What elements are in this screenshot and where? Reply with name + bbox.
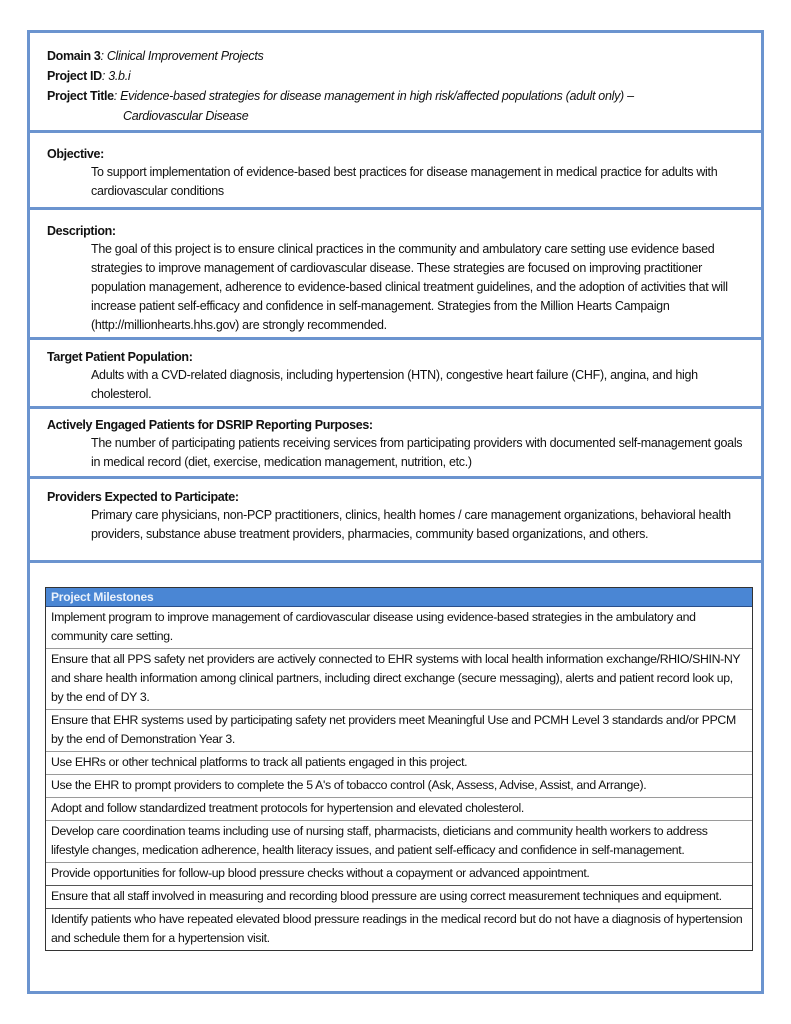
providers-section	[30, 479, 761, 563]
domain-label: Domain 3	[47, 49, 101, 63]
milestone-row: Provide opportunities for follow-up blood pressure checks without a copayment or advanced appointment.	[46, 863, 752, 886]
milestone-row: Develop care coordination teams including use of nursing staff, pharmacists, dieticians and community health workers to address lifestyle changes, medication adherence, health literacy issues, and patient self-efficacy and confidence in self-management.	[46, 821, 752, 863]
milestone-row: Adopt and follow standardized treatment protocols for hypertension and elevated cholesterol.	[46, 798, 752, 821]
providers-text: Primary care physicians, non-PCP practitioners, clinics, health homes / care management organizations, behavioral health providers, substance abuse treatment providers, pharmacies, community based organizations, and others.	[91, 508, 731, 541]
project-title-line: Project Title: Evidence-based strategies for disease management in high risk/affected populations (adult only) –	[47, 89, 634, 103]
objective-heading: Objective:	[47, 147, 104, 161]
milestones-table-header: Project Milestones	[46, 588, 752, 607]
milestone-row: Ensure that all staff involved in measuring and recording blood pressure are using correct measurement techniques and equipment.	[46, 886, 752, 909]
milestone-row: Identify patients who have repeated elevated blood pressure readings in the medical record but do not have a diagnosis of hypertension and schedule them for a hypertension visit.	[51, 912, 743, 945]
actively-engaged-text: The number of participating patients receiving services from participating providers with documented self-management goals in medical record (diet, exercise, medication management, nutrition, etc.)	[91, 436, 743, 469]
milestone-row: Ensure that EHR systems used by participating safety net providers meet Meaningful Use and PCMH Level 3 standards and/or PPCM by the end of Demonstration Year 3.	[46, 710, 752, 752]
description-text: The goal of this project is to ensure clinical practices in the community and ambulatory care setting use evidence based strategies to improve management of cardiovascular disease. These strategies are focused on improving practitioner population management, adherence to evidence-based clinical treatment guidelines, and the adoption of activities that will increase patient self-efficacy and confidence in self-management. Strategies from the Million Hearts Campaign (http://millionhearts.hhs.gov) are strongly recommended.	[91, 242, 728, 332]
domain-line: Domain 3: Clinical Improvement Projects	[47, 49, 264, 63]
objective-text: To support implementation of evidence-based best practices for disease management in medical practice for adults with cardiovascular conditions	[91, 165, 718, 198]
project-title-continuation: Cardiovascular Disease	[123, 109, 249, 123]
target-population-text: Adults with a CVD-related diagnosis, including hypertension (HTN), congestive heart failure (CHF), angina, and high cholesterol.	[91, 368, 698, 401]
milestone-row: Use the EHR to prompt providers to complete the 5 A's of tobacco control (Ask, Assess, Advise, Assist, and Arrange).	[46, 775, 752, 798]
milestones-section	[30, 563, 761, 991]
project-title-label: Project Title	[47, 89, 114, 103]
target-population-section	[30, 340, 761, 409]
document-frame	[27, 30, 764, 994]
milestones-table	[45, 587, 753, 951]
milestone-row: Ensure that all PPS safety net providers are actively connected to EHR systems with local health information exchange/RHIO/SHIN-NY and share health information among clinical partners, including direct exchange (secure messaging), alerts and patient record look up, by the end of DY 3.	[46, 649, 752, 710]
project-id-value: 3.b.i	[108, 69, 131, 83]
project-id-label: Project ID	[47, 69, 102, 83]
project-id-line: Project ID: 3.b.i	[47, 69, 131, 83]
domain-value: Clinical Improvement Projects	[106, 49, 264, 63]
target-population-heading: Target Patient Population:	[47, 350, 193, 364]
project-title-value: Evidence-based strategies for disease management in high risk/affected populations (adult only) –	[120, 89, 634, 103]
actively-engaged-heading: Actively Engaged Patients for DSRIP Reporting Purposes:	[47, 418, 373, 432]
milestone-row: Use EHRs or other technical platforms to track all patients engaged in this project.	[46, 752, 752, 775]
objective-section	[30, 133, 761, 210]
milestone-row: Implement program to improve management of cardiovascular disease using evidence-based strategies in the ambulatory and community care setting.	[46, 607, 752, 649]
description-section	[30, 210, 761, 340]
actively-engaged-section	[30, 409, 761, 479]
providers-heading: Providers Expected to Participate:	[47, 490, 239, 504]
project-header-section	[30, 33, 761, 133]
description-heading: Description:	[47, 224, 116, 238]
